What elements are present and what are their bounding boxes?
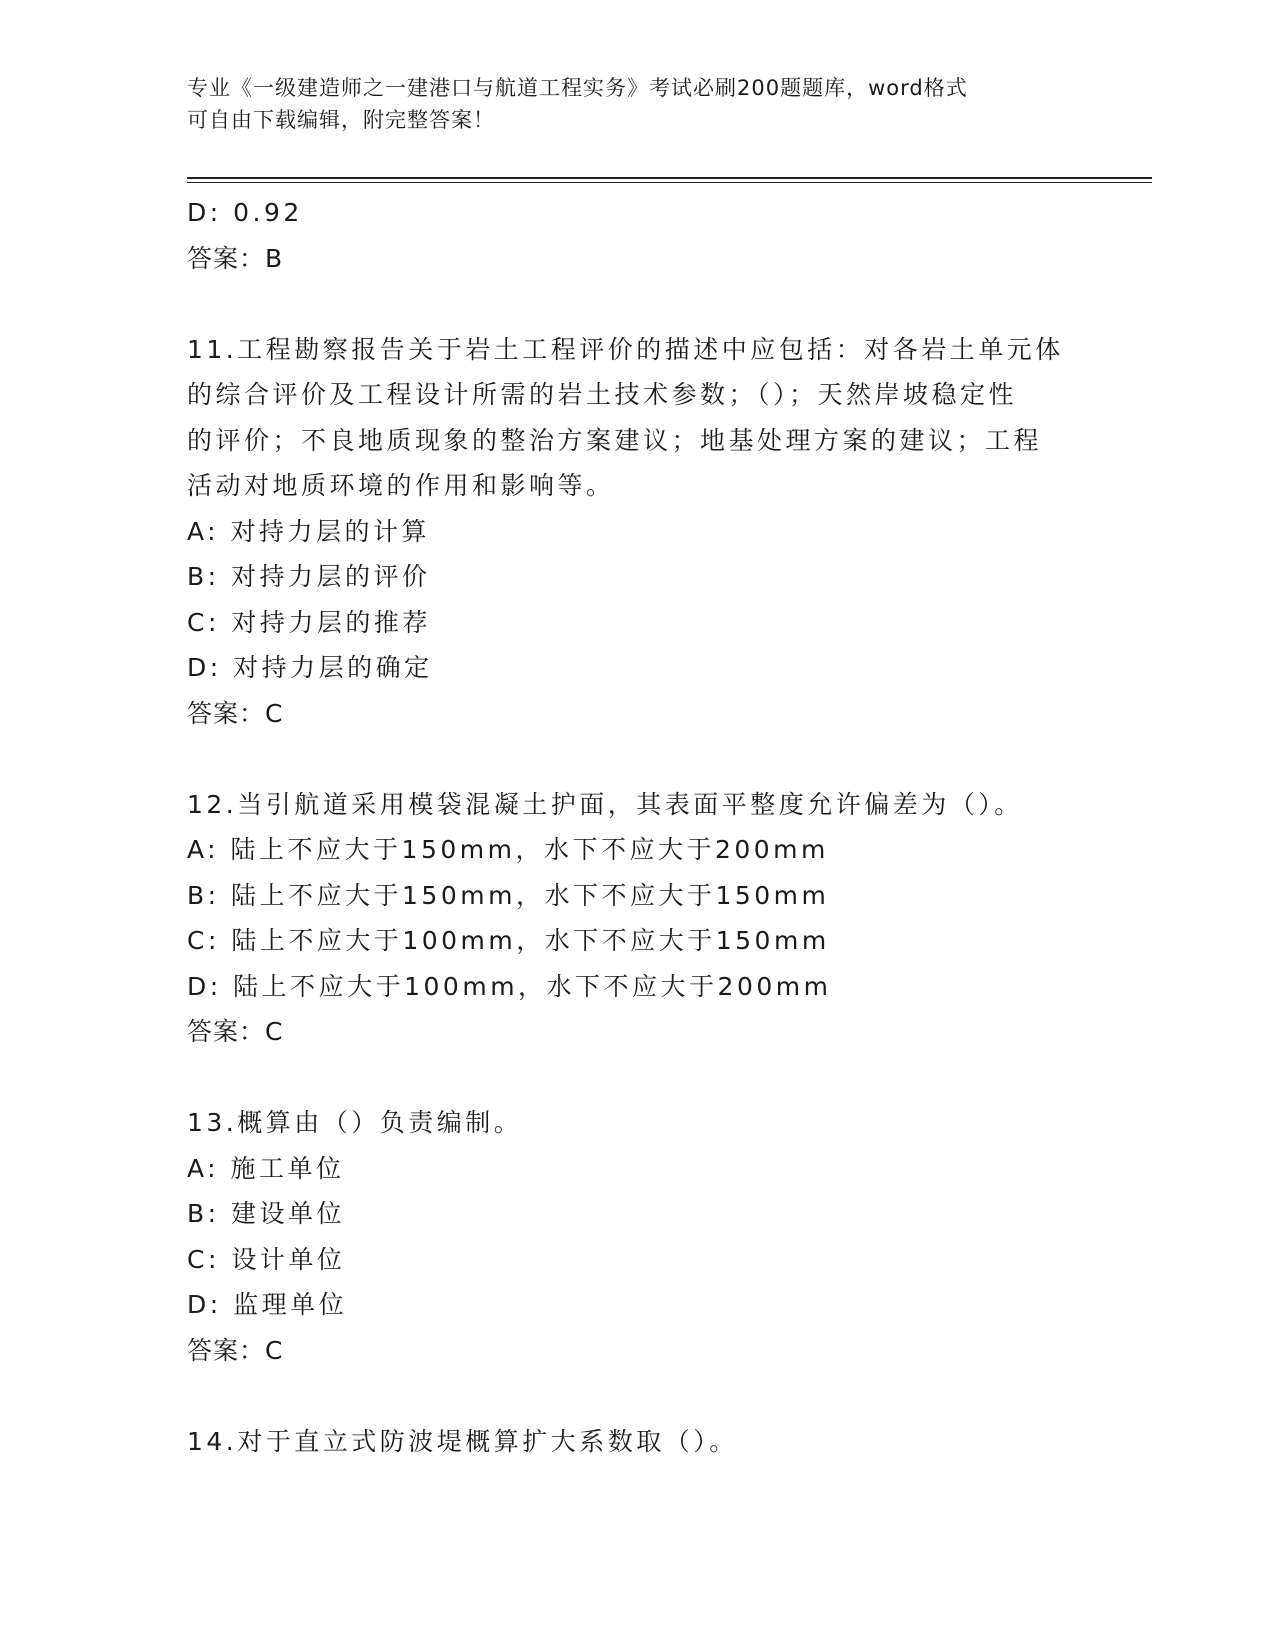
question-text: 活动对地质环境的作用和影响等。	[187, 471, 615, 500]
question-text: 的评价；不良地质现象的整治方案建议；地基处理方案的建议；工程	[187, 425, 1043, 455]
page-header	[187, 72, 1067, 136]
question-text: 14.对于直立式防波堤概算扩大系数取（）。	[187, 1426, 738, 1456]
option-d: D: 监理单位	[187, 1290, 348, 1319]
question-12	[187, 782, 1087, 1055]
question-11	[187, 327, 1087, 737]
answer: 答案：B	[187, 243, 284, 273]
option-a: A: 陆上不应大于150mm，水下不应大于200mm	[187, 835, 829, 864]
question-text: 13.概算由（）负责编制。	[187, 1108, 523, 1137]
option-d: D: 陆上不应大于100mm，水下不应大于200mm	[187, 971, 832, 1001]
option-a: A: 施工单位	[187, 1153, 345, 1183]
option-b: B: 对持力层的评价	[187, 562, 431, 591]
answer: 答案：C	[187, 1335, 284, 1365]
option-c: C: 对持力层的推荐	[187, 607, 431, 637]
header-rule-thin	[187, 182, 1152, 183]
answer: 答案：C	[187, 1017, 284, 1046]
option-a: A: 对持力层的计算	[187, 516, 431, 546]
option-d: D: 0.92	[187, 198, 303, 227]
option-b: B: 建设单位	[187, 1199, 346, 1228]
header-rule-thick	[187, 177, 1152, 179]
option-c: C: 陆上不应大于100mm，水下不应大于150mm	[187, 926, 830, 955]
question-text: 12.当引航道采用模袋混凝土护面，其表面平整度允许偏差为（）。	[187, 789, 1023, 819]
question-14	[187, 1419, 1087, 1465]
option-b: B: 陆上不应大于150mm，水下不应大于150mm	[187, 880, 830, 910]
option-d: D: 对持力层的确定	[187, 653, 433, 682]
question-10-tail	[187, 190, 1087, 281]
option-c: C: 设计单位	[187, 1244, 346, 1274]
question-13	[187, 1100, 1087, 1373]
document-body	[187, 190, 1087, 1464]
question-text: 11.工程勘察报告关于岩土工程评价的描述中应包括：对各岩土单元体	[187, 334, 1064, 364]
answer: 答案：C	[187, 698, 284, 728]
header-line-1: 专业《一级建造师之一建港口与航道工程实务》考试必刷200题题库，word格式	[187, 76, 968, 100]
header-line-2: 可自由下载编辑，附完整答案！	[187, 108, 495, 132]
question-text: 的综合评价及工程设计所需的岩土技术参数；（）；天然岸坡稳定性	[187, 380, 1018, 409]
